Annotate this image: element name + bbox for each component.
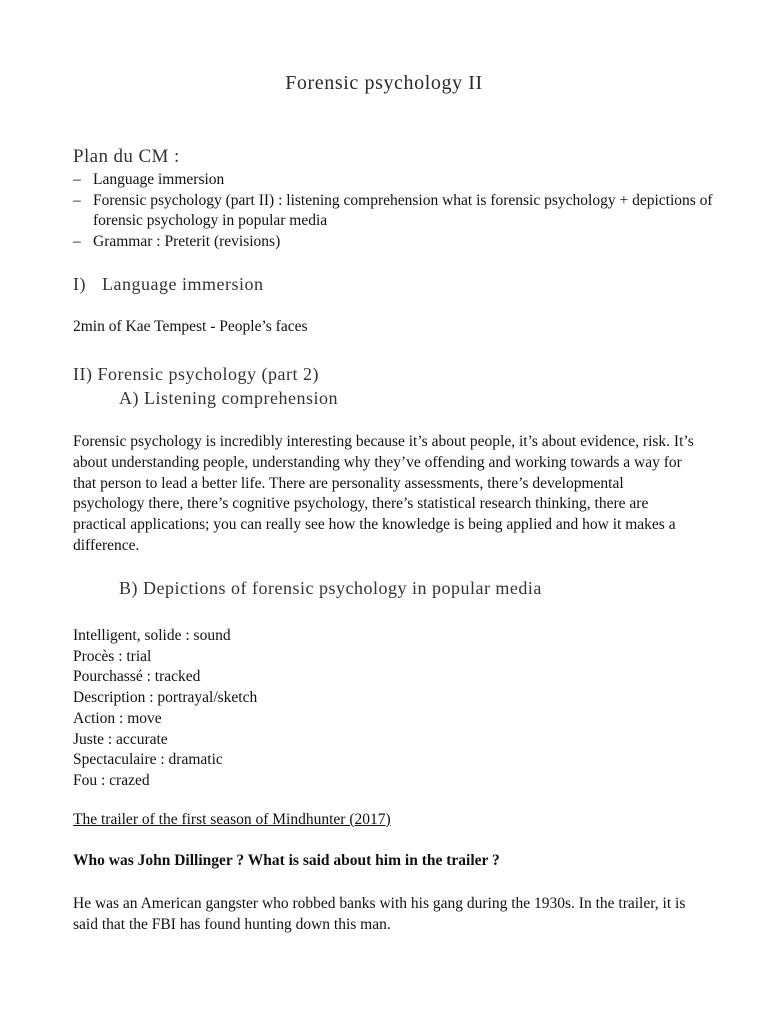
plan-list bbox=[73, 170, 713, 252]
dash-bullet: – bbox=[73, 232, 81, 250]
trailer-heading: The trailer of the first season of Mindhunter (2017) bbox=[73, 811, 391, 828]
plan-item bbox=[73, 170, 713, 191]
dash-bullet: – bbox=[73, 191, 81, 209]
vocab-item: Description : portrayal/sketch bbox=[73, 689, 258, 707]
listening-paragraph: Forensic psychology is incredibly interesting because it’s about people, it’s about evidence, risk. It’s about understanding people, understanding why they’ve offending and working towards a way for that person to lead a better life. There are personality assessments, there’s developmental psychology there, there’s cognitive psychology, there’s statistical research thinking, there are practical applications; you can really see how the knowledge is being applied and how it makes a difference. bbox=[73, 433, 694, 554]
plan-item bbox=[73, 191, 713, 232]
section-heading-forensic-psychology: II) Forensic psychology (part 2) bbox=[73, 364, 319, 384]
dash-bullet: – bbox=[73, 171, 81, 188]
plan-item-text: Grammar : Preterit (revisions) bbox=[93, 232, 281, 250]
section-title: Language immersion bbox=[102, 274, 264, 294]
vocab-item: Action : move bbox=[73, 709, 162, 727]
plan-heading: Plan du CM : bbox=[73, 146, 180, 167]
plan-item-text: Language immersion bbox=[93, 171, 225, 188]
plan-item bbox=[73, 232, 713, 253]
vocab-item: Spectaculaire : dramatic bbox=[73, 751, 223, 769]
section-heading-language-immersion bbox=[73, 274, 263, 295]
vocab-item: Procès : trial bbox=[73, 647, 152, 665]
vocab-item: Intelligent, solide : sound bbox=[73, 627, 231, 644]
document-title: Forensic psychology II bbox=[285, 72, 483, 94]
immersion-text: 2min of Kae Tempest - People’s faces bbox=[73, 318, 308, 335]
vocab-item: Fou : crazed bbox=[73, 771, 150, 789]
section-number: I) bbox=[73, 274, 86, 294]
vocab-item: Juste : accurate bbox=[73, 730, 168, 748]
plan-item-text: Forensic psychology (part II) : listening comprehension what is forensic psychology + depictions of forensic psychology in popular media bbox=[93, 191, 713, 229]
subheading-depictions: B) Depictions of forensic psychology in popular media bbox=[119, 578, 542, 598]
subheading-listening-comprehension: A) Listening comprehension bbox=[119, 388, 338, 408]
question-text: Who was John Dillinger ? What is said about him in the trailer ? bbox=[73, 852, 500, 869]
answer-text: He was an American gangster who robbed banks with his gang during the 1930s. In the trailer, it is said that the FBI has found hunting down this man. bbox=[73, 895, 686, 933]
vocab-item: Pourchassé : tracked bbox=[73, 668, 201, 686]
vocabulary-list bbox=[73, 626, 257, 792]
